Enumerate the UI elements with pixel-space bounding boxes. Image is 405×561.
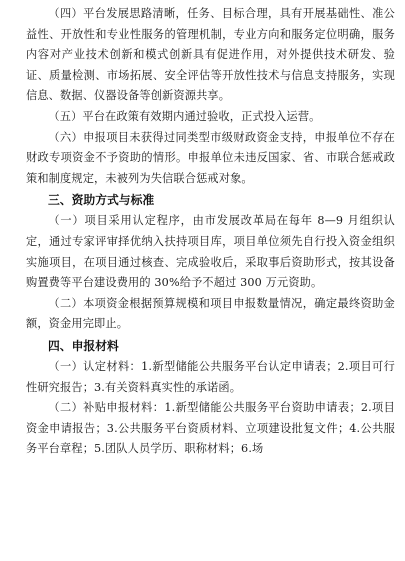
section-heading-funding-method: 三、资助方式与标准 [48, 193, 155, 208]
paragraph-subsidy-materials: （二）补贴申报材料：1.新型储能公共服务平台资助申请表；2.项目资金申请报告；3.公共服务平台资质材料、立项建设批复文件；4.公共服务平台章程；5.团队人员学历、职称材料；6.场 [26, 401, 395, 456]
paragraph-6-no-duplicate-funding: （六）申报项目未获得过同类型市级财政资金支持，申报单位不存在财政专项资金不予资助的情形。申报单位未违反国家、省、市联合惩戒政策和制度规定，未被列为失信联合惩戒对象。 [26, 130, 395, 185]
section-heading-application-materials: 四、申报材料 [48, 338, 119, 353]
paragraph-5-acceptance: （五）平台在政策有效期内通过验收，正式投入运营。 [48, 109, 321, 123]
paragraph-certification-materials: （一）认定材料：1.新型储能公共服务平台认定申请表；2.项目可行性研究报告；3.有关资料真实性的承诺函。 [26, 359, 395, 394]
paragraph-funding-amount: （二）本项资金根据预算规模和项目申报数量情况，确定最终资助金额，资金用完即止。 [26, 296, 395, 331]
paragraph-4-platform-development: （四）平台发展思路清晰，任务、目标合理，具有开展基础性、准公益性、开放性和专业性服务的管理机制，专业方向和服务定位明确，服务内容对产业技术创新和模式创新具有促进作用，对外提供技术研发、验证、质量检测、市场拓展、安全评估等开放性技术与信息支持服务，实现信息、数据、仪器设备等创新资源共享。 [26, 7, 395, 103]
paragraph-funding-procedure: （一）项目采用认定程序，由市发展改革局在每年 8—9 月组织认定，通过专家评审择优纳入扶持项目库，项目单位须先自行投入资金组织实施项目，在项目通过核查、完成验收后，采取事后资助形式，按其设备购置费等平台建设费用的 30%给予不超过 300 万元资助。 [26, 214, 395, 290]
